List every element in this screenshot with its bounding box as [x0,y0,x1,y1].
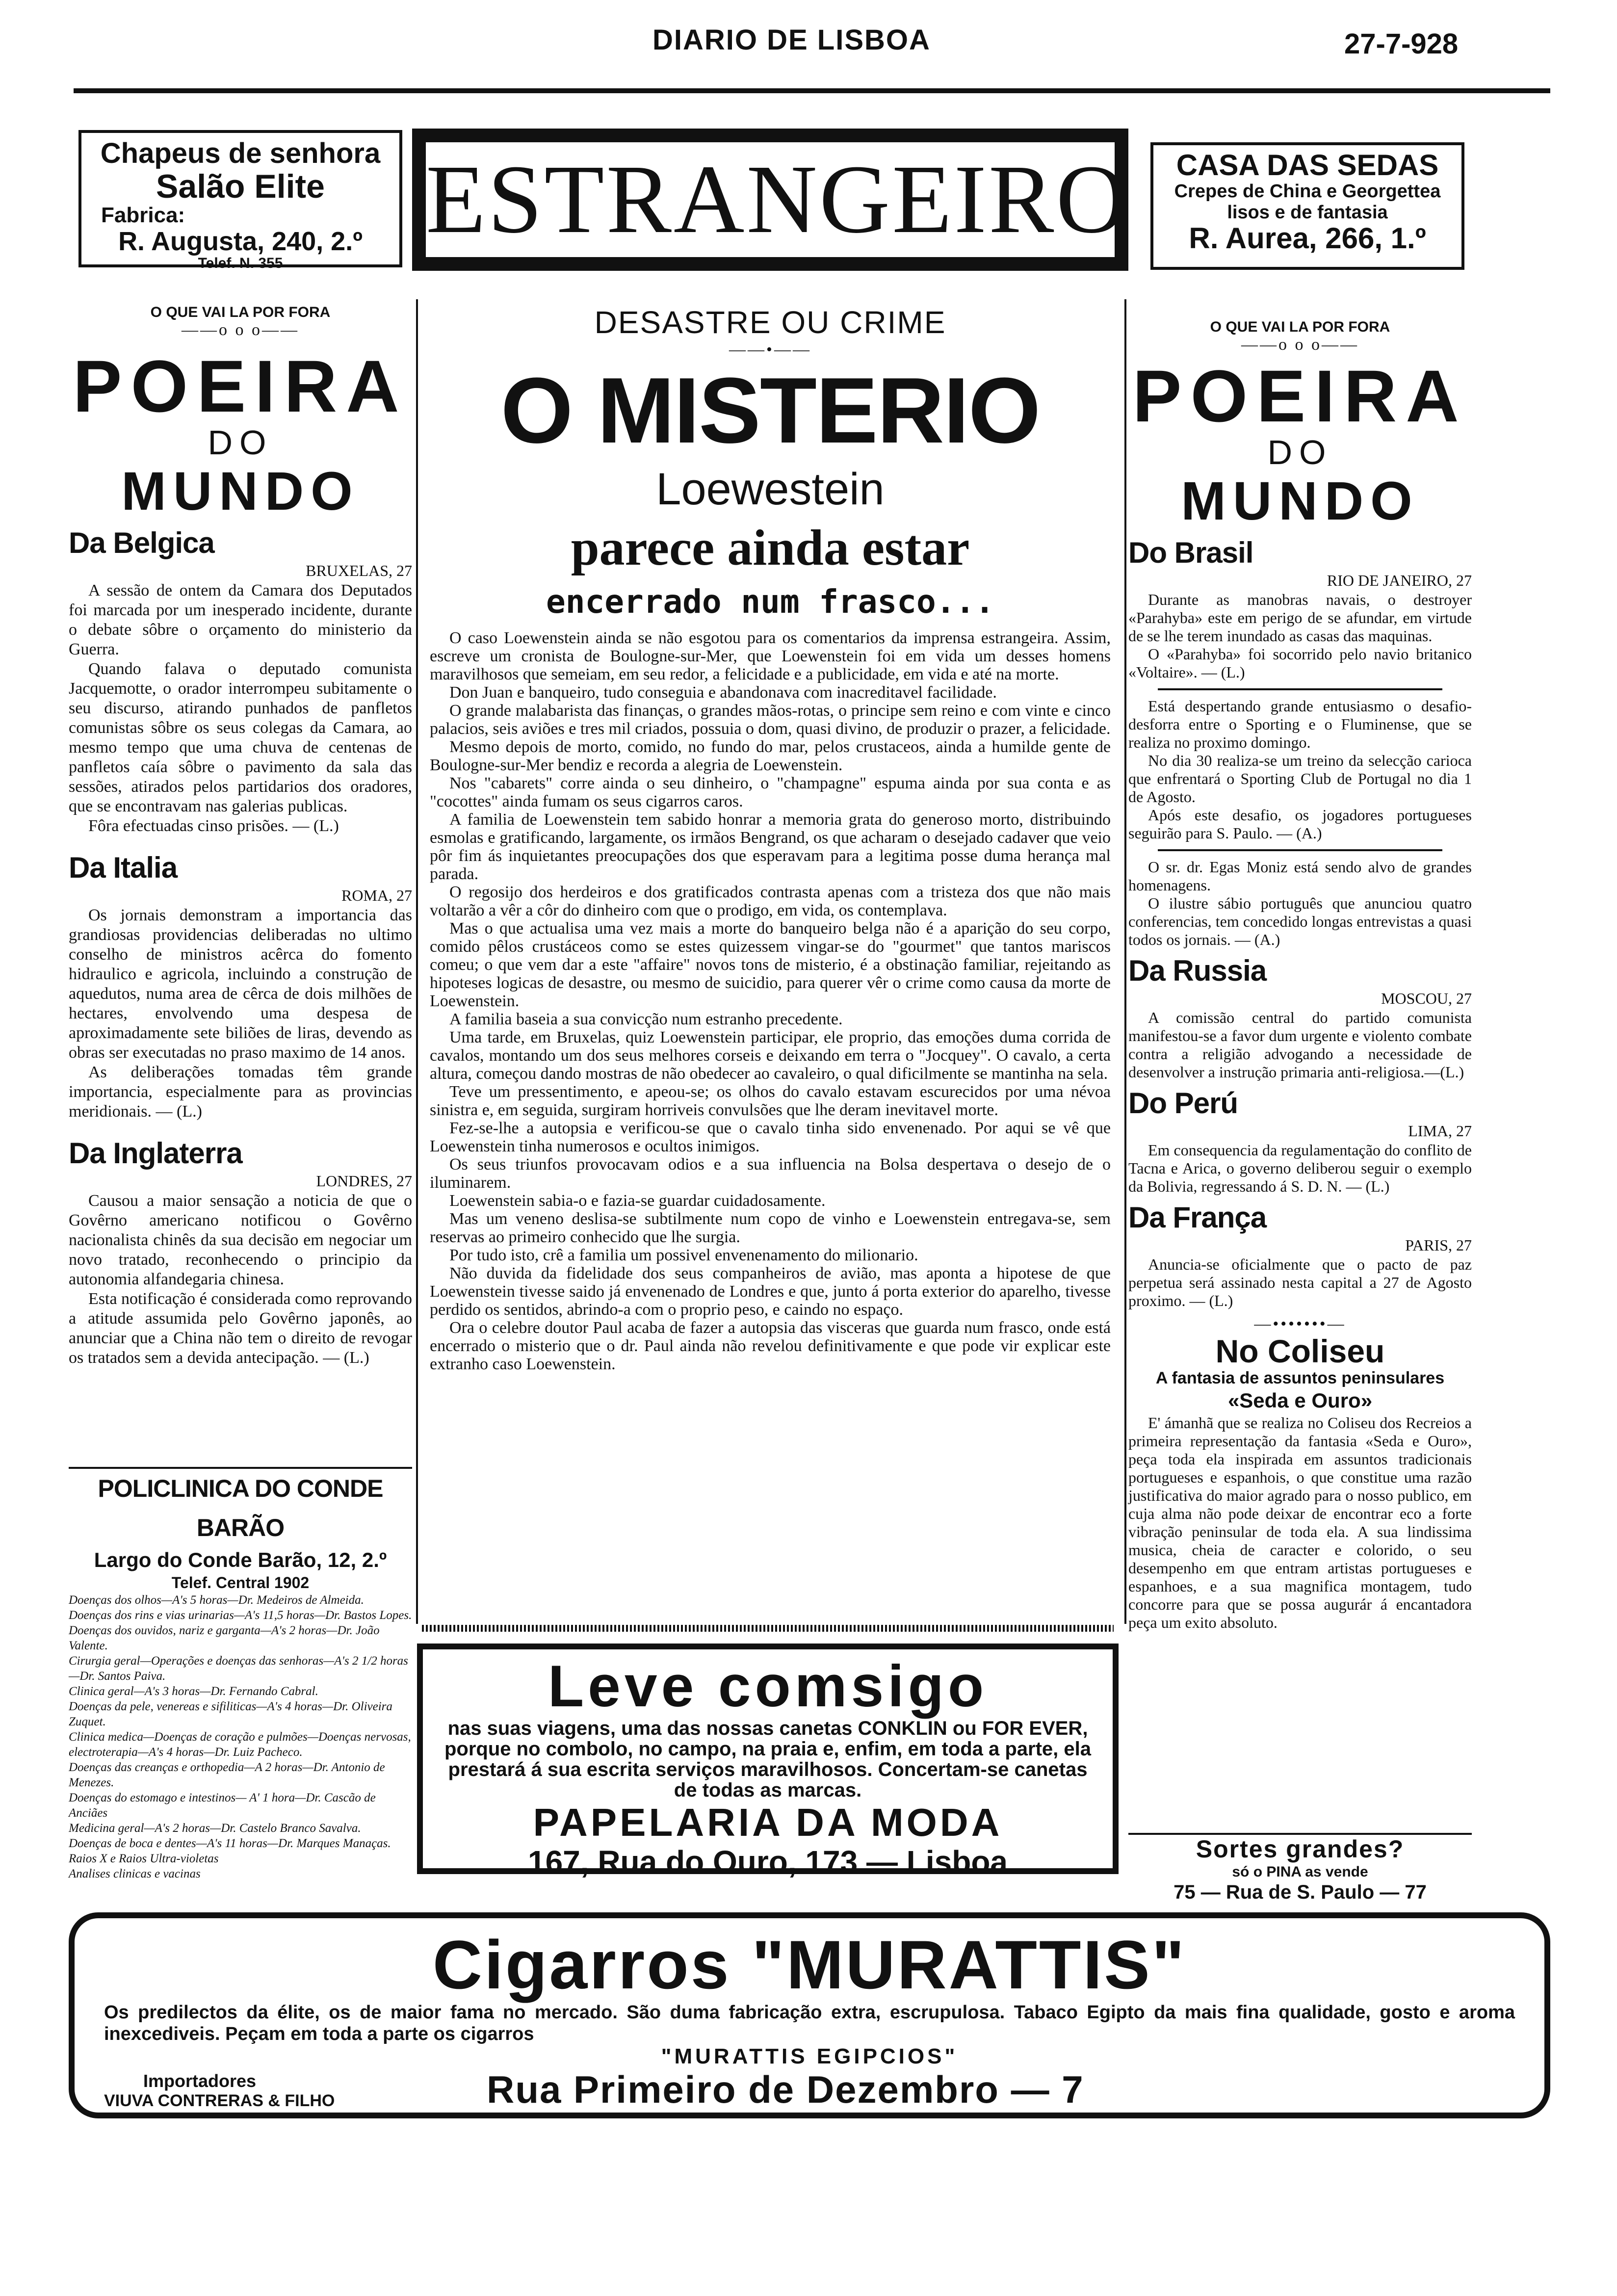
article-paragraph: Mas um veneno deslisa-se subtilmente num copo de vinho e Loewenstein entregava-se, sem reservas ao primeiro conhecido que lhe surgia. [430,1210,1111,1246]
right-title-do: DO [1267,433,1333,471]
right-title-mundo: MUNDO [1181,471,1419,531]
paragraph: Durante as manobras navais, o destroyer «Parahyba» este em perigo de se afundar, em virtude de se lhe terem inundado as casas das maquinas. [1128,591,1472,645]
article-paragraph: Ora o celebre doutor Paul acaba de fazer a autopsia das visceras que guarda num frasco, onde está encerrado o misterio que o dr. Paul ainda não revelou definitivamente e que pode vir explicar este extranho caso Loewenstein. [430,1319,1111,1373]
sortes-line2: só o PINA as vende [1232,1864,1368,1880]
ad-salao-line5: Telef. N. 355 [198,255,283,271]
sortes-line3: 75 — Rua de S. Paulo — 77 [1174,1881,1427,1903]
cigar-importers-label: Importadores [143,2071,257,2091]
ad-sedas-line2: Crepes de China e Georgettea [1174,181,1441,202]
ad-sedas-line4: R. Aurea, 266, 1.º [1189,222,1426,255]
article-paragraph: Não duvida da fidelidade dos seus companheiros de avião, mas aponta a hipotese de que Loewenstein tivesse saido já envenenado de Londres e que, junto á porta exterior do aparelho, tivesse perdido os sentidos, abrindo-a com o proprio peso, e caindo no espaço. [430,1264,1111,1319]
left-section-dateline: ROMA, 27 [341,887,412,904]
ad-sedas-line1: CASA DAS SEDAS [1176,149,1439,182]
article-paragraph: Uma tarde, em Bruxelas, quiz Loewenstein participar, ele proprio, das emoções duma corrida de cavalos, montando um dos seus melhores corseis e deixando em terra o "Jocquey". O cavalo, a certa altura, começou dando mostras de não obedecer ao cavaleiro, o qual dificilmente se mantinha na sela. [430,1028,1111,1083]
left-section-body [69,1191,412,1368]
ad-salao-line3: Fabrica: [101,203,185,227]
ad-casa-sedas [1150,142,1464,270]
left-section-country: Da Belgica [69,526,214,559]
clinic-line: Doenças das creanças e orthopedia—A 2 horas—Dr. Antonio de Menezes. [69,1761,385,1789]
pen-ad-address: 167, Rua do Ouro, 173 — Lisboa [527,1844,1008,1879]
section-title: ESTRANGEIRO [426,142,1115,257]
right-section-body [1128,591,1472,949]
clinic-line: Doenças dos rins e vias urinarias—A's 11,5 horas—Dr. Bastos Lopes. [69,1609,412,1622]
paragraph: A sessão de ontem da Camara dos Deputados foi marcada por um inesperado incidente, durante o debate sôbre o orçamento do ministerio da Guerra. [69,581,412,658]
left-kicker: O QUE VAI LA POR FORA [150,304,331,320]
clinic-line: Clinica medica—Doenças de coração e pulmões—Doenças nervosas, electroterapia—A's 4 horas—Dr. Luiz Pacheco. [69,1730,411,1759]
coliseu-ornament: —•••••••— [1254,1315,1346,1333]
left-section-body [69,906,412,1122]
clinic-line: Clinica geral—A's 3 horas—Dr. Fernando Cabral. [69,1685,318,1698]
clinic-line: Doenças de boca e dentes—A's 11 horas—Dr. Marques Manaças. [69,1837,391,1850]
right-section-country: Da Russia [1128,954,1267,987]
paragraph: E' ámanhã que se realiza no Coliseu dos Recreios a primeira representação da fantasia «Seda e Ouro», peça toda ela inspirada em assuntos tradicionais portugueses e espanhois, o que constitue uma razão justificativa do maior agrado para o nosso publico, em cuja alma não pode deixar de encontrar eco a forte vibração peninsular de toda ela. A sua lindissima musica, cheia de caracter e colorido, o seu desempenho em que entram artistas portugueses e espanhoes, e a sua magnifica montagem, tudo concorre para que se possa augurár á encantadora peça um exito absoluto. [1128,1414,1472,1631]
clinic-title: POLICLINICA DO CONDE BARÃO [98,1475,383,1541]
paragraph: O «Parahyba» foi socorrido pelo navio britanico «Voltaire». — (L.) [1128,645,1472,681]
right-ornament: ——o o o—— [1241,336,1359,354]
article-paragraph: Os seus triunfos provocavam odios e a sua influencia na Bolsa despertava o desejo de o iluminarem. [430,1155,1111,1192]
column-rule-right [1124,299,1126,1624]
cigar-brand: "MURATTIS EGIPCIOS" [661,2044,958,2068]
pen-ad [417,1644,1119,1879]
article-headline: O MISTERIO [500,359,1040,463]
article-subhead2: parece ainda estar [571,520,970,576]
article-paragraph: Loewenstein sabia-o e fazia-se guardar cuidadosamente. [449,1192,826,1210]
ad-salao-elite [78,130,402,271]
right-section-country: Da França [1128,1201,1267,1234]
ad-salao-line2: Salão Elite [156,168,325,205]
cigar-importers-name: VIUVA CONTRERAS & FILHO [104,2091,335,2110]
left-ornament: ——o o o—— [182,321,299,339]
article-paragraph: A familia baseia a sua convicção num estranho precedente. [449,1010,843,1028]
coliseu-body [1128,1414,1472,1632]
paragraph: Os jornais demonstram a importancia das grandiosas providencias deliberadas no ultimo conselho de ministros acêrca do fomento hidraulico e agricola, incluindo a construção de aquedutos, numa area de cêrca de dois milhões de hectares, envolvendo uma despesa de aproximadamente sete biliões de liras, devendo as obras ser executadas no praso maximo de 14 anos. [69,906,412,1062]
paragraph: Está despertando grande entusiasmo o desafio-desforra entre o Sporting e o Fluminense, que se realiza no proximo domingo. [1128,697,1472,751]
paragraph: No dia 30 realiza-se um treino da selecção carioca que enfrentará o Sporting Club de Portugal no dia 1 de Agosto. [1128,752,1472,806]
right-section-dateline: PARIS, 27 [1405,1236,1472,1254]
center-article [422,304,1119,1373]
right-section-dateline: LIMA, 27 [1408,1122,1472,1140]
paragraph: Causou a maior sensação a noticia de que o Govêrno americano notificou o Govêrno nacionalista chinês da sua decisão em negociar um novo tratado, reconhecendo o principio da autonomia alfandegaria chinesa. [69,1192,412,1288]
paragraph: Fôra efectuadas cinso prisões. — (L.) [88,817,339,835]
right-section-body [1128,1255,1472,1310]
paragraph: As deliberações tomadas têm grande importancia, especialmente para as provincias meridionais. — (L.) [69,1063,412,1121]
paragraph: O sr. dr. Egas Moniz está sendo alvo de grandes homenagens. [1128,858,1472,894]
pen-ad-shop: PAPELARIA DA MODA [533,1800,1003,1844]
paragraph: O ilustre sábio português que anunciou quatro conferencias, tem concedido longas entrevistas a quasi todos os jornais. — (A.) [1128,894,1472,948]
left-section-country: Da Inglaterra [69,1137,242,1170]
clinic-line: Doenças dos olhos—A's 5 horas—Dr. Medeiros de Almeida. [69,1593,364,1607]
clinic-line: Cirurgia geral—Operações e doenças das senhoras—A's 2 1/2 horas—Dr. Santos Paiva. [69,1654,408,1683]
right-title-poeira: POEIRA [1132,355,1468,437]
article-body [422,629,1119,1373]
paragraph: Anuncia-se oficialmente que o pacto de paz perpetua será assinado nesta capital a 27 de Agosto proximo. — (L.) [1128,1255,1472,1309]
left-title-mundo: MUNDO [121,461,360,522]
paragraph: Esta notificação é considerada como reprovando a atitude assumida pelo Govêrno japonês, ao anunciar que a China não tem o direito de revogar os tratados sem a devida antecipação. — (L.) [69,1290,412,1367]
cigar-footer [104,2068,1515,2111]
header-rule [74,88,1550,93]
right-section-country: Do Perú [1128,1087,1238,1120]
article-paragraph: Por tudo isto, crê a familia um possivel envenenamento do milionario. [449,1246,918,1264]
left-section-dateline: BRUXELAS, 27 [306,562,412,579]
article-paragraph: Fez-se-lhe a autopsia e verificou-se que o cavalo tinha sido envenenado. Por aqui se vê que Loewenstein tinha numerosos e ocultos inimigos. [430,1119,1111,1155]
clinic-lines [69,1592,412,1881]
article-paragraph: O caso Loewenstein ainda se não esgotou para os comentarios da imprensa estrangeira. Assim, escreve um cronista de Boulogne-sur-Mer, que Loewenstein foi em vida um desses homens maravilhosos que semeiam, em seu redor, a felicidade e a publicidade, em vida e até na morte. [430,629,1111,683]
article-paragraph: Teve um pressentimento, e apeou-se; os olhos do cavalo estavam escurecidos por uma névoa sinistra e, em seguida, surgiram horriveis convulsões que lhe deram inevitavel morte. [430,1083,1111,1119]
left-title-do: DO [208,423,273,462]
paragraph: A comissão central do partido comunista manifestou-se a favor dum urgente e violento combate contra a religião advogando a necessidade de desenvolver a instrução primaria anti-religiosa.—(L.) [1128,1009,1472,1081]
clinic-line: Doenças da pele, venereas e sifiliticas—A's 4 horas—Dr. Oliveira Zuquet. [69,1700,392,1728]
page-date: 27-7-928 [1344,28,1459,60]
paper-name: DIARIO DE LISBOA [652,24,931,56]
article-paragraph: O grande malabarista das finanças, o grandes mãos-rotas, o principe sem reino e com vinte e cinco palacios, seis aviões e tres mil criados, possuia o dom, quasi divino, de produzir o prazer, a felicidade. [430,702,1111,738]
right-section-body [1128,1009,1472,1081]
cigar-title: Cigarros "MURATTIS" [432,1926,1187,2003]
column-rule-left [416,299,418,1624]
article-subhead3: encerrado num frasco... [546,583,994,621]
paragraph: Após este desafio, os jogadores portugueses seguirão para S. Paulo. — (A.) [1128,806,1472,842]
pen-ad-separator [422,1625,1114,1632]
pen-ad-body: nas suas viagens, uma das nossas canetas CONKLIN ou FOR EVER, porque no combolo, no campo, na praia e, enfim, em toda a parte, ela prestará á sua escrita serviços maravilhosos. Concertam-se canetas de todas as marcas. [444,1718,1092,1801]
ad-salao-line1: Chapeus de senhora [100,137,381,169]
sortes-line1: Sortes grandes? [1196,1835,1405,1863]
right-column [1128,319,1472,1632]
clinic-address: Largo do Conde Barão, 12, 2.º [94,1548,387,1571]
article-paragraph: Mas o que actualisa uma vez mais a morte do banqueiro belga não é a aparição do seu corpo, comido pêlos crustáceos como se estes quizessem vingar-se do "gourmet" que tantos mariscos comeu; o que vem dar a este "affaire" novos tons de misterio, é a obstinação familiar, rejeitando as hipoteses logicas de desastre, ou mesmo de suicidio, para querer vêr o crime como causa da morte de Loewenstein. [430,919,1111,1010]
ad-salao-line4: R. Augusta, 240, 2.º [118,227,363,256]
ad-sedas-line3: lisos e de fantasia [1227,202,1388,223]
right-section-country: Do Brasil [1128,536,1253,569]
section-banner [412,129,1128,271]
cigar-ad [69,1912,1550,2118]
right-section-dateline: MOSCOU, 27 [1381,990,1472,1007]
article-paragraph: Don Juan e banqueiro, tudo conseguia e abandonava com inacreditavel facilidade. [449,683,997,702]
paragraph: Quando falava o deputado comunista Jacquemotte, o orador interrompeu subitamente o seu discurso, atirando punhados de panfletos comunistas sôbre os seus colegas da Camara, ao mesmo tempo que uma chuva de centenas de panfletos caía sôbre o pavimento da sala das sessões, atirados pelos partidarios dos oradores, que se encontravam nas galerias publicas. [69,660,412,815]
right-kicker: O QUE VAI LA POR FORA [1210,319,1390,335]
coliseu-show: «Seda e Ouro» [1227,1389,1373,1412]
left-section-dateline: LONDRES, 27 [316,1172,412,1190]
left-section-country: Da Italia [69,851,178,884]
pen-ad-title: Leve comsigo [548,1653,988,1719]
cigar-address: Rua Primeiro de Dezembro — 7 [487,2068,1084,2111]
article-kicker: DESASTRE OU CRIME [594,305,946,340]
right-section-dateline: RIO DE JANEIRO, 27 [1327,572,1472,589]
clinic-line: Doenças dos ouvidos, nariz e garganta—A's 2 horas—Dr. João Valente. [69,1624,380,1652]
clinic-phone: Telef. Central 1902 [171,1574,310,1592]
clinic-ad [69,1467,412,1881]
cigar-body: Os predilectos da élite, os de maior fama no mercado. São duma fabricação extra, escrupulosa. Tabaco Egipto da mais fina qualidade, gosto e aroma inexcediveis. Peçam em toda a parte os cigarros [104,2002,1515,2044]
left-title-poeira: POEIRA [73,345,408,427]
article-paragraph: O regosijo dos herdeiros e dos gratificados contrasta apenas com a tristeza dos que não mais voltarão a vêr a côr do dinheiro com que o prodigo, em vida, os contemplava. [430,883,1111,919]
clinic-line: Raios X e Raios Ultra-violetas [69,1852,219,1865]
clinic-line: Doenças do estomago e intestinos— A' 1 hora—Dr. Cascão de Anciães [69,1791,376,1820]
right-section-body [1128,1141,1472,1196]
clinic-line: Medicina geral—A's 2 horas—Dr. Castelo Branco Savalva. [69,1822,361,1835]
sortes-ad [1128,1833,1472,1904]
left-section-body [69,581,412,836]
article-ornament: ——•—— [729,340,811,359]
clinic-line: Analises clinicas e vacinas [69,1867,201,1880]
article-subhead1: Loewestein [656,464,885,514]
article-paragraph: Nos "cabarets" corre ainda o seu dinheiro, o "champagne" espuma ainda por sua conta e as "cocottes" ainda fumam os seus cigarros caros. [430,774,1111,810]
article-paragraph: Mesmo depois de morto, comido, no fundo do mar, pelos crustaceos, ainda a humilde gente de Boulogne-sur-Mer bendiz e recorda a alegria de Loewenstein. [430,738,1111,774]
paragraph: Em consequencia da regulamentação do conflito de Tacna e Arica, o governo deliberou seguir o exemplo da Bolivia, regressando á S. D. N. — (L.) [1128,1141,1472,1195]
coliseu-subtitle: A fantasia de assuntos peninsulares [1155,1369,1445,1387]
left-column [69,304,412,1368]
coliseu-title: No Coliseu [1215,1333,1385,1369]
article-paragraph: A familia de Loewenstein tem sabido honrar a memoria grata do generoso morto, distribuindo esmolas e gratificando, largamente, os irmãos Bengrand, os que acharam o desejado cadaver que veio pôr fim ás inquietantes preocupações dos que esperavam para a legitima posse duma herança mal parada. [430,810,1111,883]
